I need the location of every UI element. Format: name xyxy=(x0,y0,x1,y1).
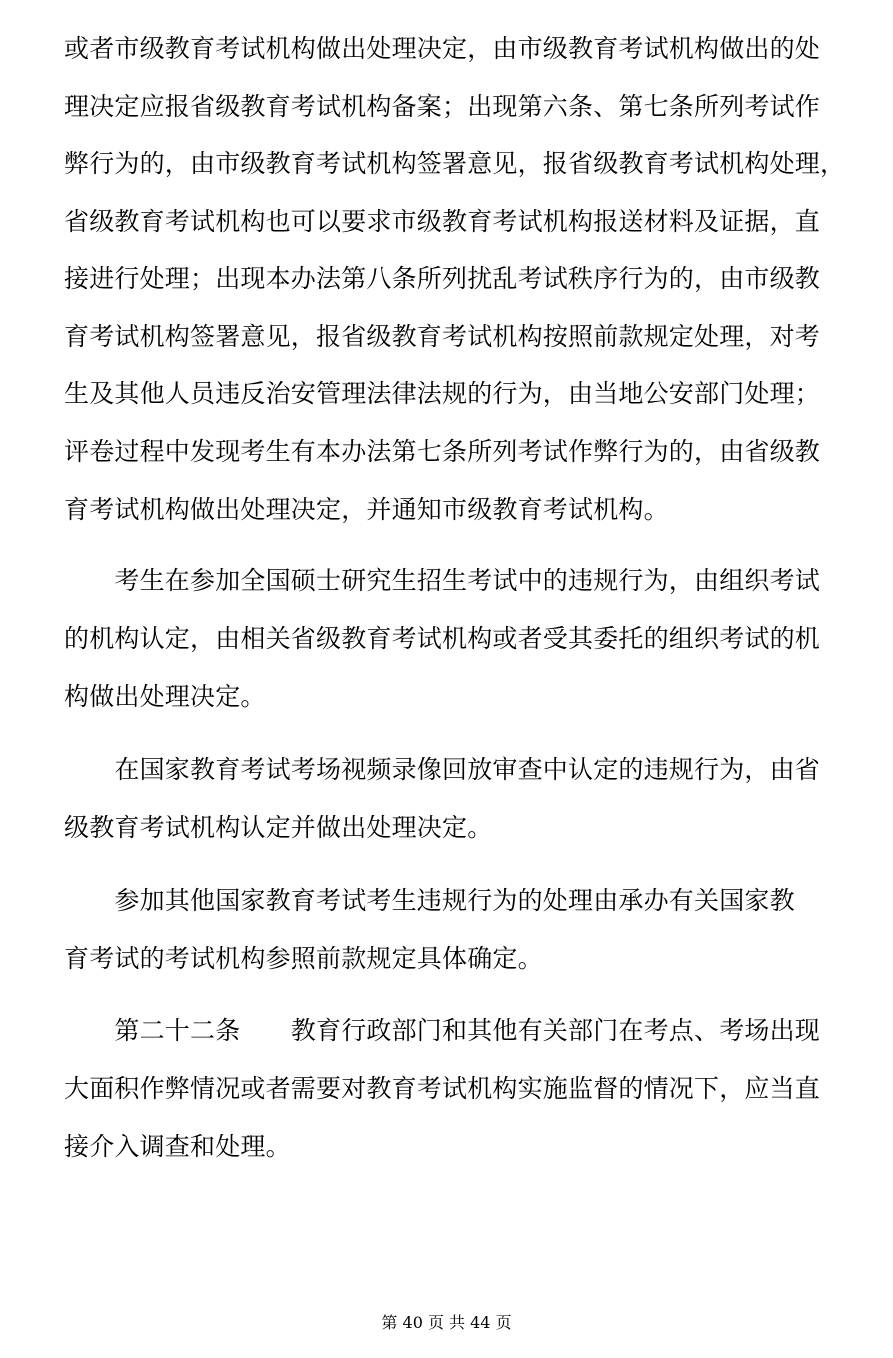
text-line: 评卷过程中发现考生有本办法第七条所列考试作弊行为的，由省级教 xyxy=(64,437,821,466)
text-line: 考生在参加全国硕士研究生招生考试中的违规行为，由组织考试 xyxy=(64,566,821,595)
text-line: 大面积作弊情况或者需要对教育考试机构实施监督的情况下，应当直 xyxy=(64,1074,821,1103)
text-line: 育考试机构做出处理决定，并通知市级教育考试机构。 xyxy=(64,495,669,524)
text-line: 级教育考试机构认定并做出处理决定。 xyxy=(64,813,493,842)
page-number-footer: 第 40 页 共 44 页 xyxy=(381,1313,512,1332)
text-line: 第二十二条 教育行政部门和其他有关部门在考点、考场出现 xyxy=(64,1016,821,1045)
text-line: 构做出处理决定。 xyxy=(64,682,266,711)
text-line: 弊行为的，由市级教育考试机构签署意见，报省级教育考试机构处理， xyxy=(64,149,846,178)
text-line: 省级教育考试机构也可以要求市级教育考试机构报送材料及证据，直 xyxy=(64,207,821,236)
text-line: 的机构认定，由相关省级教育考试机构或者受其委托的组织考试的机 xyxy=(64,624,821,653)
text-line: 或者市级教育考试机构做出处理决定，由市级教育考试机构做出的处 xyxy=(64,34,821,63)
text-line: 参加其他国家教育考试考生违规行为的处理由承办有关国家教 xyxy=(64,886,795,915)
text-line: 接进行处理；出现本办法第八条所列扰乱考试秩序行为的，由市级教 xyxy=(64,264,821,293)
text-line: 接介入调查和处理。 xyxy=(64,1132,291,1161)
text-line: 育考试机构签署意见，报省级教育考试机构按照前款规定处理，对考 xyxy=(64,322,821,351)
text-line: 生及其他人员违反治安管理法律法规的行为，由当地公安部门处理； xyxy=(64,379,821,408)
text-line: 理决定应报省级教育考试机构备案；出现第六条、第七条所列考试作 xyxy=(64,92,821,121)
text-line: 在国家教育考试考场视频录像回放审查中认定的违规行为，由省 xyxy=(64,755,821,784)
text-line: 育考试的考试机构参照前款规定具体确定。 xyxy=(64,944,543,973)
